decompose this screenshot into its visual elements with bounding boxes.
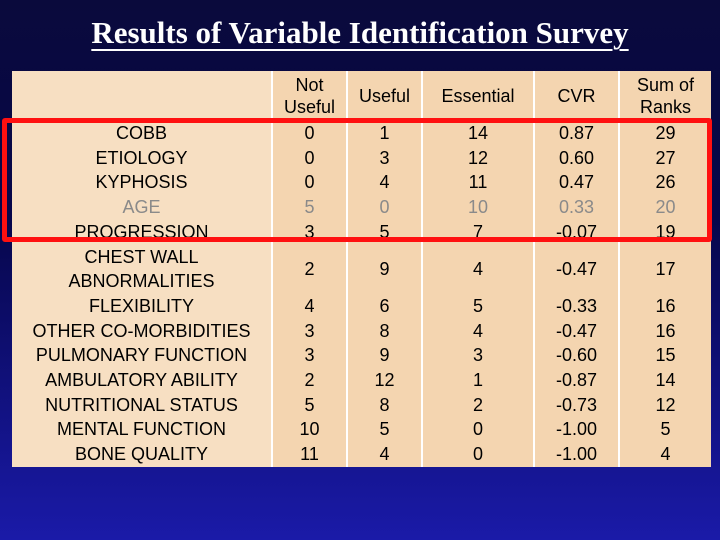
- header-essential: Essential: [441, 86, 515, 106]
- cell-useful: 5: [379, 221, 390, 242]
- cell-essential: 0: [472, 419, 483, 440]
- row-label-flexibility: FLEXIBILITY: [88, 295, 195, 316]
- row-label-cobb: COBB: [115, 123, 167, 143]
- cell-useful: 4: [379, 172, 390, 193]
- cell-essential: 5: [472, 295, 483, 316]
- cell-cvr: -0.47: [555, 320, 598, 341]
- cell-not-useful: 3: [304, 221, 315, 242]
- cell-not-useful: 5: [304, 197, 315, 218]
- header-sum-of-ranks: [620, 71, 711, 121]
- cell-sum-of-ranks: 26: [655, 172, 676, 193]
- row-label-kyphosis: KYPHOSIS: [95, 172, 188, 193]
- cell-essential: 3: [472, 345, 483, 366]
- cell-essential: 10: [467, 197, 489, 218]
- cell-not-useful: 0: [304, 172, 315, 193]
- cell-sum-of-ranks: 16: [655, 320, 676, 341]
- cell-cvr: -0.07: [555, 221, 598, 242]
- cell-sum-of-ranks: 17: [655, 259, 676, 279]
- cell-useful: 8: [379, 320, 390, 341]
- cell-cvr: -0.73: [555, 394, 598, 415]
- header-sum-of-ranks-line2: Ranks: [639, 97, 692, 117]
- cell-essential: 1: [472, 370, 483, 390]
- cell-sum-of-ranks: 14: [655, 370, 676, 390]
- cell-useful: 8: [379, 394, 390, 415]
- cell-sum-of-ranks: 16: [655, 295, 676, 316]
- row-label-ambulatory-ability: AMBULATORY ABILITY: [45, 370, 238, 390]
- row-label-etiology: ETIOLOGY: [95, 147, 188, 168]
- cell-not-useful: 2: [304, 370, 315, 390]
- cell-sum-of-ranks: 19: [655, 221, 676, 242]
- cell-useful: 12: [374, 370, 395, 390]
- slide-title: Results of Variable Identification Survey: [91, 15, 629, 50]
- cell-cvr: -1.00: [555, 444, 598, 465]
- row-label-bone-quality: BONE QUALITY: [74, 444, 209, 465]
- cell-useful: 6: [379, 295, 390, 316]
- cell-useful: 5: [379, 419, 390, 440]
- row-label-mental-function: MENTAL FUNCTION: [57, 419, 226, 440]
- row-label-other-co-morbidities: OTHER CO-MORBIDITIES: [32, 320, 251, 341]
- row-label-progression: PROGRESSION: [74, 221, 209, 242]
- cell-not-useful: 0: [304, 123, 315, 143]
- cell-useful: 0: [379, 197, 390, 218]
- cell-essential: 2: [472, 394, 483, 415]
- row-label-chest-wall-line1: CHEST WALL: [84, 246, 199, 267]
- cell-not-useful: 0: [304, 147, 315, 168]
- cell-useful: 4: [379, 444, 390, 465]
- cell-cvr: 0.87: [558, 123, 595, 143]
- cell-not-useful: 5: [304, 394, 315, 415]
- cell-useful: 1: [379, 123, 390, 143]
- cell-essential: 4: [472, 259, 483, 279]
- cell-essential: 14: [467, 123, 489, 143]
- cell-essential: 12: [467, 147, 489, 168]
- cell-sum-of-ranks: 27: [655, 147, 676, 168]
- cell-sum-of-ranks: 5: [660, 419, 671, 440]
- cell-useful: 3: [379, 147, 390, 168]
- cell-cvr: 0.47: [558, 172, 595, 193]
- cell-sum-of-ranks: 12: [655, 394, 676, 415]
- header-useful: Useful: [358, 86, 411, 106]
- cell-not-useful: 11: [300, 444, 319, 465]
- header-not-useful-line1: Not: [295, 75, 324, 95]
- cell-sum-of-ranks: 4: [660, 444, 671, 465]
- cell-essential: 0: [472, 444, 483, 465]
- cell-cvr: -0.33: [555, 295, 598, 316]
- cell-not-useful: 3: [304, 345, 315, 366]
- row-label-chest-wall-line2: ABNORMALITIES: [68, 271, 215, 292]
- row-label-nutritional-status: NUTRITIONAL STATUS: [45, 394, 238, 415]
- cell-not-useful: 2: [304, 259, 315, 279]
- header-not-useful: [273, 71, 346, 121]
- cell-not-useful: 4: [304, 295, 315, 316]
- row-label-pulmonary-function: PULMONARY FUNCTION: [35, 345, 248, 366]
- cell-not-useful: 10: [299, 419, 320, 440]
- header-sum-of-ranks-line1: Sum of: [636, 75, 695, 95]
- cell-cvr: 0.60: [558, 147, 595, 168]
- header-not-useful-line2: Useful: [283, 97, 336, 117]
- cell-cvr: -0.87: [555, 370, 598, 390]
- cell-useful: 9: [379, 259, 390, 279]
- cell-cvr: -0.47: [555, 259, 598, 279]
- cell-not-useful: 3: [304, 320, 315, 341]
- header-cvr: CVR: [557, 86, 596, 106]
- cell-cvr: -1.00: [555, 419, 598, 440]
- cell-cvr: -0.60: [555, 345, 598, 366]
- cell-essential: 7: [472, 221, 483, 242]
- cell-sum-of-ranks: 15: [655, 345, 676, 366]
- cell-sum-of-ranks: 20: [655, 197, 676, 218]
- cell-cvr: 0.33: [558, 197, 595, 218]
- cell-useful: 9: [379, 345, 390, 366]
- cell-sum-of-ranks: 29: [655, 123, 676, 143]
- cell-essential: 11: [468, 172, 488, 193]
- row-label-age: AGE: [122, 197, 161, 218]
- cell-essential: 4: [472, 320, 483, 341]
- highlight-box: [2, 118, 712, 242]
